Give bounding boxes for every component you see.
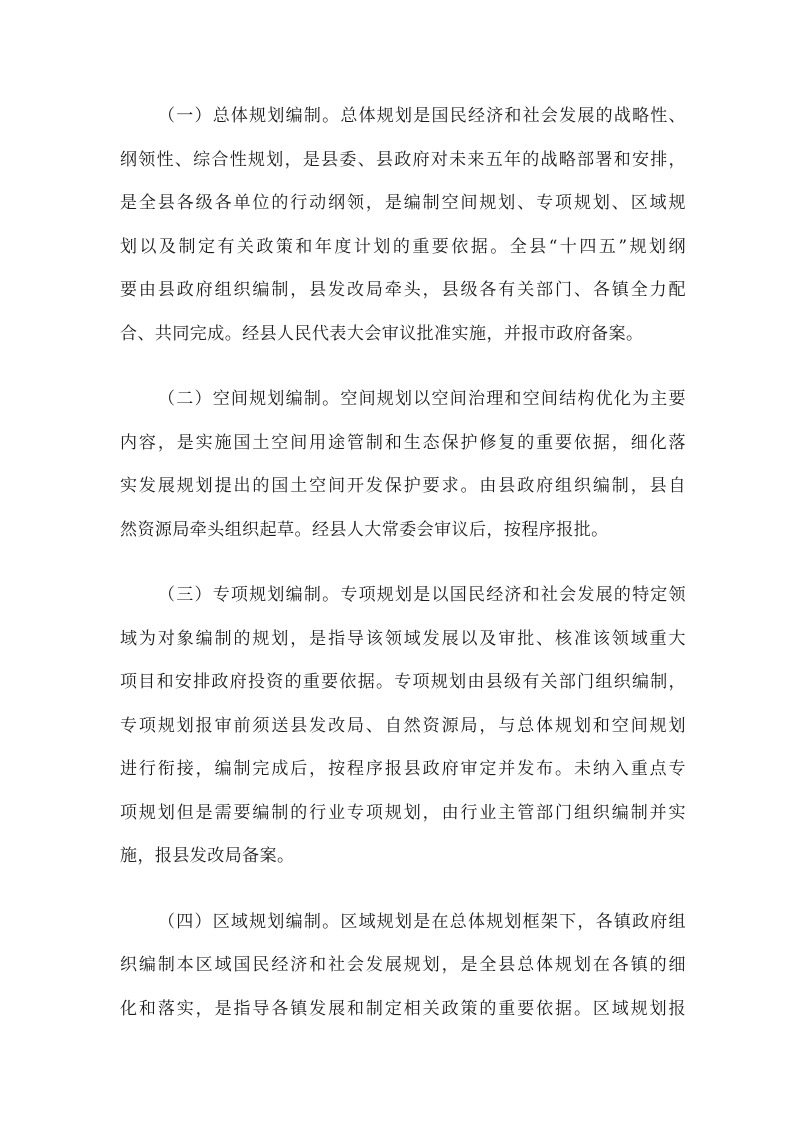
paragraph-spatial-planning [120, 378, 686, 552]
paragraph-special-planning [120, 574, 686, 879]
text-line: 项规划但是需要编制的行业专项规划，由行业主管部门组织编制并实 [120, 802, 686, 823]
text-line: 进行衔接，编制完成后，按程序报县政府审定并发布。未纳入重点专 [120, 759, 686, 779]
text-line: 域为对象编制的规划，是指导该领域发展以及审批、核准该领域重大 [120, 628, 686, 649]
text-line: 纲领性、综合性规划，是县委、县政府对未来五年的战略部署和安排， [120, 149, 686, 170]
text-line: （三）专项规划编制。专项规划是以国民经济和社会发展的特定领 [158, 585, 686, 605]
paragraph-overall-planning [120, 95, 686, 356]
text-line: 然资源局牵头组织起草。经县人大常委会审议后，按程序报批。 [120, 519, 609, 540]
text-line: 织编制本区域国民经济和社会发展规划，是全县总体规划在各镇的细 [120, 955, 686, 975]
text-line: （二）空间规划编制。空间规划以空间治理和空间结构优化为主要 [158, 389, 686, 409]
document-page [120, 95, 686, 1053]
text-line: 化和落实，是指导各镇发展和制定相关政策的重要依据。区域规划报 [120, 998, 686, 1019]
text-line: 是全县各级各单位的行动纲领，是编制空间规划、专项规划、区域规 [120, 193, 686, 213]
text-line: 合、共同完成。经县人民代表大会审议批准实施，并报市政府备案。 [120, 323, 644, 344]
text-line: 项目和安排政府投资的重要依据。专项规划由县级有关部门组织编制， [120, 672, 686, 692]
text-line: 施，报县发改局备案。 [120, 846, 295, 866]
text-line: 实发展规划提出的国土空间开发保护要求。由县政府组织编制，县自 [120, 476, 686, 496]
paragraph-regional-planning [120, 901, 686, 1032]
text-line: （四）区域规划编制。区域规划是在总体规划框架下，各镇政府组 [158, 911, 686, 932]
text-line: 专项规划报审前须送县发改局、自然资源局，与总体规划和空间规划 [120, 715, 686, 736]
text-line: 要由县政府组织编制，县发改局牵头，县级各有关部门、各镇全力配 [120, 280, 686, 300]
text-line: 内容，是实施国土空间用途管制和生态保护修复的重要依据，细化落 [120, 432, 686, 453]
text-line: 划以及制定有关政策和年度计划的重要依据。全县“十四五”规划纲 [120, 236, 686, 257]
text-line: （一）总体规划编制。总体规划是国民经济和社会发展的战略性、 [158, 106, 686, 126]
